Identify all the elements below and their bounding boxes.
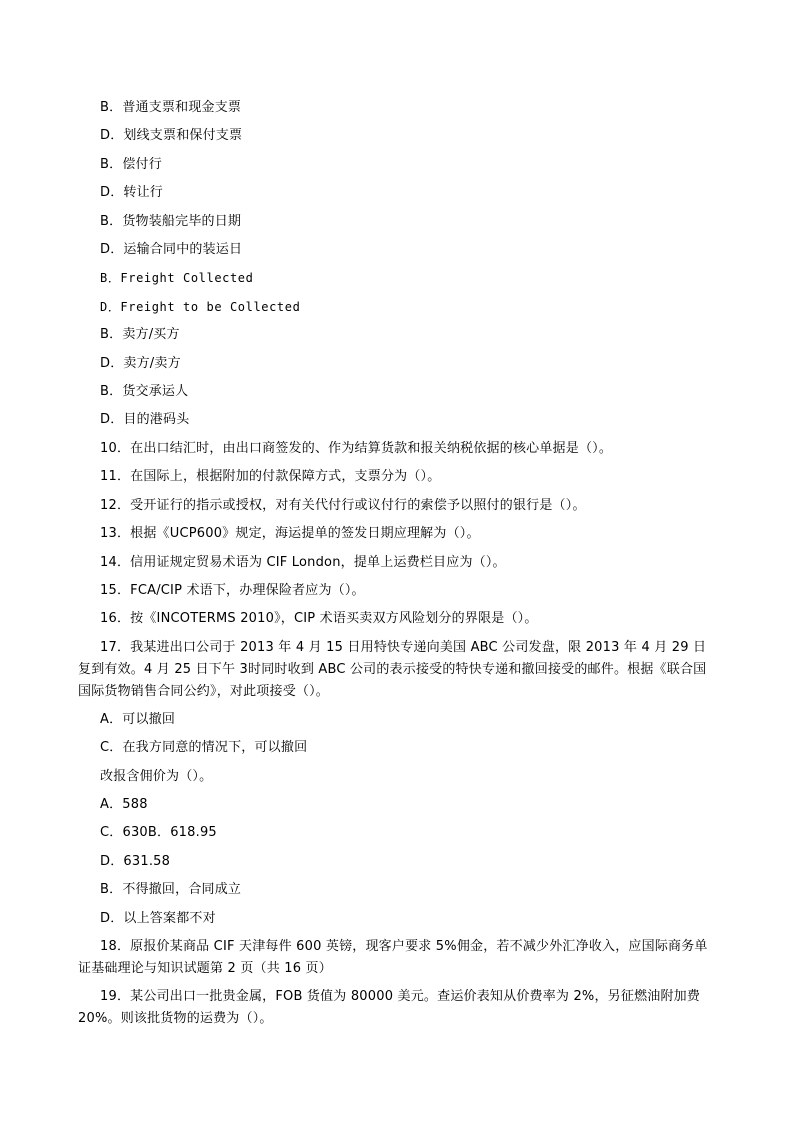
option-line: B．偿付行 [100, 156, 162, 172]
option-line: B．货物装船完毕的日期 [100, 213, 242, 229]
question-15: 15．FCA/CIP 术语下，办理保险者应为（）。 [100, 582, 365, 598]
option-line: A．588 [100, 796, 148, 812]
question-11: 11．在国际上，根据附加的付款保障方式，支票分为（）。 [100, 469, 441, 485]
question-16: 16．按《INCOTERMS 2010》，CIP 术语买卖双方风险划分的界限是（）。 [100, 611, 538, 627]
question-14: 14．信用证规定贸易术语为 CIF London，提单上运费栏目应为（）。 [100, 554, 506, 570]
question-13: 13．根据《UCP600》规定，海运提单的签发日期应理解为（）。 [100, 526, 480, 542]
option-line: B．Freight Collected [100, 271, 254, 286]
question-17: 17．我某进出口公司于 2013 年 4 月 15 日用特快专递向美国 ABC 公司发盘，限 2013 年 4 月 29 日复到有效。4 月 25 日下午 3时同时收到 ABC 公司的表示接受的特快专递和撤回接受的邮件。根据《联合国国际货物销售合同公约》，对此项接受（）。 [78, 639, 707, 699]
option-line: D．卖方/卖方 [100, 355, 181, 371]
option-line: A．可以撤回 [100, 711, 176, 727]
option-line: B．货交承运人 [100, 384, 189, 400]
question-18: 18．原报价某商品 CIF 天津每件 600 英镑，现客户要求 5%佣金，若不减少外汇净收入，应国际商务单证基础理论与知识试题第 2 页（共 16 页） [78, 938, 708, 976]
option-line: D．目的港码头 [100, 412, 190, 428]
option-line: D．631.58 [100, 853, 171, 869]
question-fragment: 改报含佣价为（）。 [100, 768, 213, 784]
option-line: B．普通支票和现金支票 [100, 100, 242, 115]
document-body [78, 94, 730, 1033]
question-10: 10．在出口结汇时，由出口商签发的、作为结算货款和报关纳税依据的核心单据是（）。 [100, 440, 613, 456]
option-line: D．划线支票和保付支票 [100, 128, 243, 144]
option-line: B．卖方/买方 [100, 327, 180, 343]
question-19: 19．某公司出口一批贵金属，FOB 货值为 80000 美元。查运价表知从价费率为 2%，另征燃油附加费 20%。则该批货物的运费为（）。 [78, 988, 701, 1026]
option-line: C．630B．618.95 [100, 825, 217, 841]
option-line: D．以上答案都不对 [100, 910, 216, 926]
option-line: D．转让行 [100, 185, 164, 201]
question-12: 12．受开证行的指示或授权，对有关代付行或议付行的索偿予以照付的银行是（）。 [100, 497, 586, 513]
option-line: D．运输合同中的装运日 [100, 242, 243, 258]
option-line: D．Freight to be Collected [100, 299, 301, 314]
option-line: C．在我方同意的情况下，可以撤回 [100, 740, 308, 756]
option-line: B．不得撤回，合同成立 [100, 882, 242, 898]
